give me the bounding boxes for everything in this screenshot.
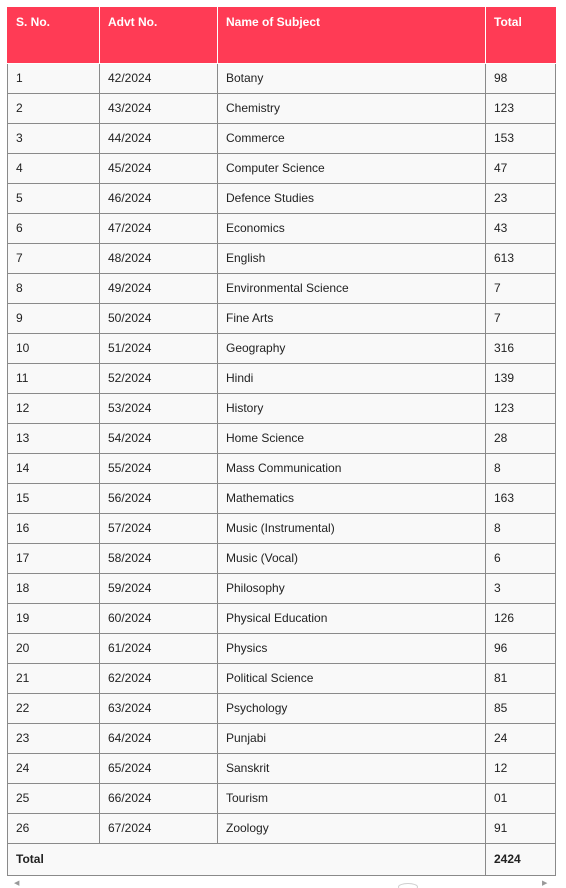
cell-advt-no: 62/2024 <box>100 663 218 693</box>
cell-subject: Political Science <box>218 663 486 693</box>
cell-sno: 8 <box>8 273 100 303</box>
cell-advt-no: 54/2024 <box>100 423 218 453</box>
cell-total: 153 <box>486 123 556 153</box>
cell-total: 91 <box>486 813 556 843</box>
cell-advt-no: 67/2024 <box>100 813 218 843</box>
table-row <box>8 753 556 783</box>
cell-sno: 16 <box>8 513 100 543</box>
table-footer <box>8 843 556 875</box>
cell-subject: History <box>218 393 486 423</box>
cell-total: 98 <box>486 63 556 93</box>
cell-sno: 20 <box>8 633 100 663</box>
cell-advt-no: 45/2024 <box>100 153 218 183</box>
cell-total: 96 <box>486 633 556 663</box>
arrow-right-icon[interactable]: ▶ <box>542 880 548 887</box>
cell-total: 123 <box>486 393 556 423</box>
table-header <box>8 7 556 63</box>
cell-advt-no: 52/2024 <box>100 363 218 393</box>
arrow-left-icon[interactable]: ◀ <box>14 880 20 887</box>
table-row <box>8 573 556 603</box>
total-label: Total <box>8 843 486 875</box>
cell-total: 6 <box>486 543 556 573</box>
cell-sno: 11 <box>8 363 100 393</box>
cell-total: 81 <box>486 663 556 693</box>
cell-advt-no: 57/2024 <box>100 513 218 543</box>
table-row <box>8 273 556 303</box>
cell-advt-no: 44/2024 <box>100 123 218 153</box>
cell-subject: Music (Vocal) <box>218 543 486 573</box>
cell-subject: Commerce <box>218 123 486 153</box>
cell-sno: 18 <box>8 573 100 603</box>
table-row <box>8 603 556 633</box>
cell-advt-no: 49/2024 <box>100 273 218 303</box>
cell-advt-no: 56/2024 <box>100 483 218 513</box>
header-row <box>8 7 556 63</box>
cell-subject: Botany <box>218 63 486 93</box>
table-row <box>8 363 556 393</box>
table-row <box>8 213 556 243</box>
cell-total: 43 <box>486 213 556 243</box>
table-row <box>8 63 556 93</box>
table-row <box>8 243 556 273</box>
cell-subject: Punjabi <box>218 723 486 753</box>
table-row <box>8 183 556 213</box>
scroll-thumb[interactable] <box>398 883 418 888</box>
cell-subject: Chemistry <box>218 93 486 123</box>
table-row <box>8 783 556 813</box>
cell-advt-no: 61/2024 <box>100 633 218 663</box>
header-subject: Name of Subject <box>218 7 486 63</box>
cell-subject: Defence Studies <box>218 183 486 213</box>
cell-total: 123 <box>486 93 556 123</box>
table-row <box>8 543 556 573</box>
cell-subject: Home Science <box>218 423 486 453</box>
table-body <box>8 63 556 843</box>
subject-vacancy-table <box>7 7 556 876</box>
cell-subject: Computer Science <box>218 153 486 183</box>
total-row <box>8 843 556 875</box>
table-row <box>8 333 556 363</box>
cell-total: 85 <box>486 693 556 723</box>
cell-subject: Geography <box>218 333 486 363</box>
cell-sno: 1 <box>8 63 100 93</box>
cell-sno: 22 <box>8 693 100 723</box>
cell-sno: 2 <box>8 93 100 123</box>
cell-advt-no: 65/2024 <box>100 753 218 783</box>
cell-total: 01 <box>486 783 556 813</box>
cell-total: 12 <box>486 753 556 783</box>
cell-total: 8 <box>486 513 556 543</box>
table-row <box>8 633 556 663</box>
cell-sno: 17 <box>8 543 100 573</box>
cell-sno: 13 <box>8 423 100 453</box>
cell-subject: Fine Arts <box>218 303 486 333</box>
subject-table-container <box>7 7 555 876</box>
cell-subject: Mathematics <box>218 483 486 513</box>
table-row <box>8 423 556 453</box>
table-row <box>8 663 556 693</box>
table-row <box>8 723 556 753</box>
table-row <box>8 483 556 513</box>
header-sno: S. No. <box>8 7 100 63</box>
cell-sno: 19 <box>8 603 100 633</box>
cell-total: 47 <box>486 153 556 183</box>
cell-advt-no: 59/2024 <box>100 573 218 603</box>
cell-subject: Sanskrit <box>218 753 486 783</box>
cell-advt-no: 53/2024 <box>100 393 218 423</box>
cell-sno: 12 <box>8 393 100 423</box>
cell-advt-no: 46/2024 <box>100 183 218 213</box>
table-row <box>8 813 556 843</box>
cell-total: 7 <box>486 273 556 303</box>
cell-subject: Music (Instrumental) <box>218 513 486 543</box>
cell-total: 8 <box>486 453 556 483</box>
cell-subject: Psychology <box>218 693 486 723</box>
cell-advt-no: 63/2024 <box>100 693 218 723</box>
table-row <box>8 153 556 183</box>
cell-subject: Hindi <box>218 363 486 393</box>
cell-sno: 24 <box>8 753 100 783</box>
cell-sno: 25 <box>8 783 100 813</box>
cell-total: 139 <box>486 363 556 393</box>
table-row <box>8 513 556 543</box>
cell-advt-no: 43/2024 <box>100 93 218 123</box>
cell-total: 316 <box>486 333 556 363</box>
cell-sno: 9 <box>8 303 100 333</box>
cell-total: 613 <box>486 243 556 273</box>
table-row <box>8 453 556 483</box>
cell-advt-no: 48/2024 <box>100 243 218 273</box>
cell-sno: 10 <box>8 333 100 363</box>
cell-sno: 26 <box>8 813 100 843</box>
cell-total: 3 <box>486 573 556 603</box>
cell-sno: 21 <box>8 663 100 693</box>
cell-total: 28 <box>486 423 556 453</box>
cell-sno: 3 <box>8 123 100 153</box>
cell-subject: Physics <box>218 633 486 663</box>
cell-advt-no: 47/2024 <box>100 213 218 243</box>
table-row <box>8 693 556 723</box>
cell-advt-no: 42/2024 <box>100 63 218 93</box>
cell-sno: 14 <box>8 453 100 483</box>
total-value: 2424 <box>486 843 556 875</box>
cell-advt-no: 50/2024 <box>100 303 218 333</box>
table-row <box>8 93 556 123</box>
cell-subject: Economics <box>218 213 486 243</box>
cell-sno: 5 <box>8 183 100 213</box>
cell-total: 163 <box>486 483 556 513</box>
cell-sno: 15 <box>8 483 100 513</box>
cell-total: 24 <box>486 723 556 753</box>
cell-advt-no: 55/2024 <box>100 453 218 483</box>
horizontal-scrollbar[interactable] <box>0 880 566 888</box>
cell-subject: English <box>218 243 486 273</box>
cell-advt-no: 51/2024 <box>100 333 218 363</box>
cell-total: 126 <box>486 603 556 633</box>
cell-advt-no: 58/2024 <box>100 543 218 573</box>
cell-total: 23 <box>486 183 556 213</box>
cell-sno: 23 <box>8 723 100 753</box>
cell-advt-no: 64/2024 <box>100 723 218 753</box>
cell-subject: Mass Communication <box>218 453 486 483</box>
table-row <box>8 393 556 423</box>
cell-total: 7 <box>486 303 556 333</box>
cell-subject: Environmental Science <box>218 273 486 303</box>
header-total: Total <box>486 7 556 63</box>
cell-advt-no: 60/2024 <box>100 603 218 633</box>
header-advt-no: Advt No. <box>100 7 218 63</box>
cell-sno: 6 <box>8 213 100 243</box>
cell-subject: Philosophy <box>218 573 486 603</box>
cell-subject: Tourism <box>218 783 486 813</box>
table-row <box>8 303 556 333</box>
table-row <box>8 123 556 153</box>
cell-subject: Zoology <box>218 813 486 843</box>
cell-sno: 7 <box>8 243 100 273</box>
cell-sno: 4 <box>8 153 100 183</box>
cell-subject: Physical Education <box>218 603 486 633</box>
cell-advt-no: 66/2024 <box>100 783 218 813</box>
